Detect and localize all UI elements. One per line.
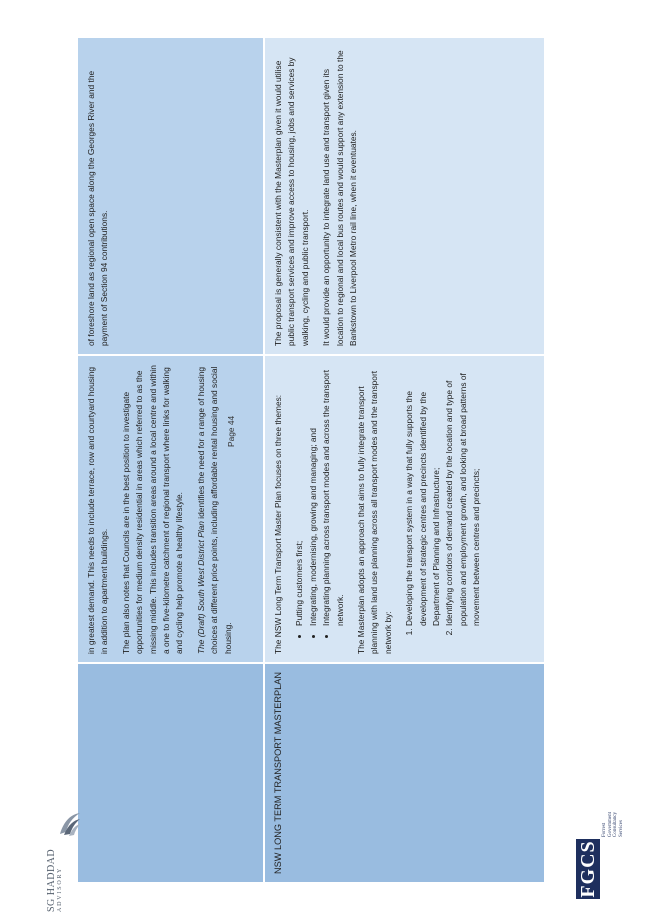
list-item: • Putting customers first;: [293, 364, 306, 626]
plan-title: The (Draft) South West District Plan: [195, 521, 206, 654]
fgcs-logo: [560, 787, 624, 899]
fgcs-tagline-line: Government: [607, 812, 613, 837]
list-item: 2. Identifying corridors of demand created by the location and type of population and employment growth, and looking at broad patterns of movement between centres and precincts;: [443, 364, 483, 626]
table-row: [265, 38, 544, 882]
fgcs-wordmark: FGCS: [577, 840, 599, 898]
policy-paragraph: The NSW Long Term Transport Master Plan focuses on three themes:: [273, 394, 283, 654]
rotated-page-content: [78, 38, 544, 882]
sg-logo-sub: ADVISORY: [57, 866, 63, 912]
response-cell: [78, 38, 265, 354]
themes-list: [293, 364, 347, 654]
consistency-table: [78, 38, 544, 882]
fgcs-tagline-line: Services: [618, 820, 624, 837]
policy-cell: [265, 354, 544, 662]
fgcs-tagline: [602, 787, 624, 837]
sg-swirl-icon: [56, 810, 82, 838]
table-row: [78, 38, 265, 882]
steps-list: [403, 364, 483, 654]
sg-wordmark: [46, 842, 76, 912]
policy-paragraph: in greatest demand. This needs to include terrace, row and courtyard housing in addition to apartment buildings.: [86, 366, 110, 654]
row-heading-cell: NSW LONG TERM TRANSPORT MASTERPLAN: [265, 662, 544, 882]
fgcs-tagline-line: Consultancy: [613, 812, 618, 837]
response-paragraph: It would provide an opportunity to integrate land use and transport given its location to regional and local bus routes and would support any extension to the Bankstown to Liverpool Metro rail line, when it eventuates.: [321, 50, 359, 346]
policy-text: identifies the need for a range of housing choices at different price points, including affordable rental housing and social housing.: [195, 366, 233, 654]
page-number: Page 44: [226, 415, 236, 447]
list-item: 1. Developing the transport system in a way that fully supports the development of strategic centres and precincts identified by the Department of Planning and Infrastructure;: [403, 364, 443, 626]
fgcs-tagline-line: Forrest: [602, 822, 607, 837]
response-paragraph: of foreshore land as regional open space along the Georges River and the payment of Section 94 contributions.: [86, 70, 110, 346]
response-cell: [265, 38, 544, 354]
response-paragraph: The proposal is generally consistent with the Masterplan given it would utilise public transport services and improve access to housing, jobs and services by walking, cycling and public transport.: [273, 57, 310, 346]
row-heading-cell: [78, 662, 265, 882]
policy-cell: [78, 354, 265, 662]
sg-haddad-logo: [28, 802, 88, 912]
sg-logo-name: SG HADDAD: [46, 848, 57, 912]
list-item: • Integrating, modernising, growing and managing; and: [307, 364, 320, 626]
list-item: • Integrating planning across transport modes and across the transport network.: [320, 364, 347, 626]
policy-paragraph: The plan also notes that Councils are in the best position to investigate opportunities for medium density residential in areas which referred to as the missing middle. This includes transition areas around a local centre and within a one to five-kilometre catchment of regional transport where links for walking and cycling help promote a healthy lifestyle.: [120, 365, 185, 654]
policy-paragraph: The Masterplan adopts an approach that aims to fully integrate transport planning with land use planning across all transport modes and the transport network by:: [356, 370, 393, 654]
